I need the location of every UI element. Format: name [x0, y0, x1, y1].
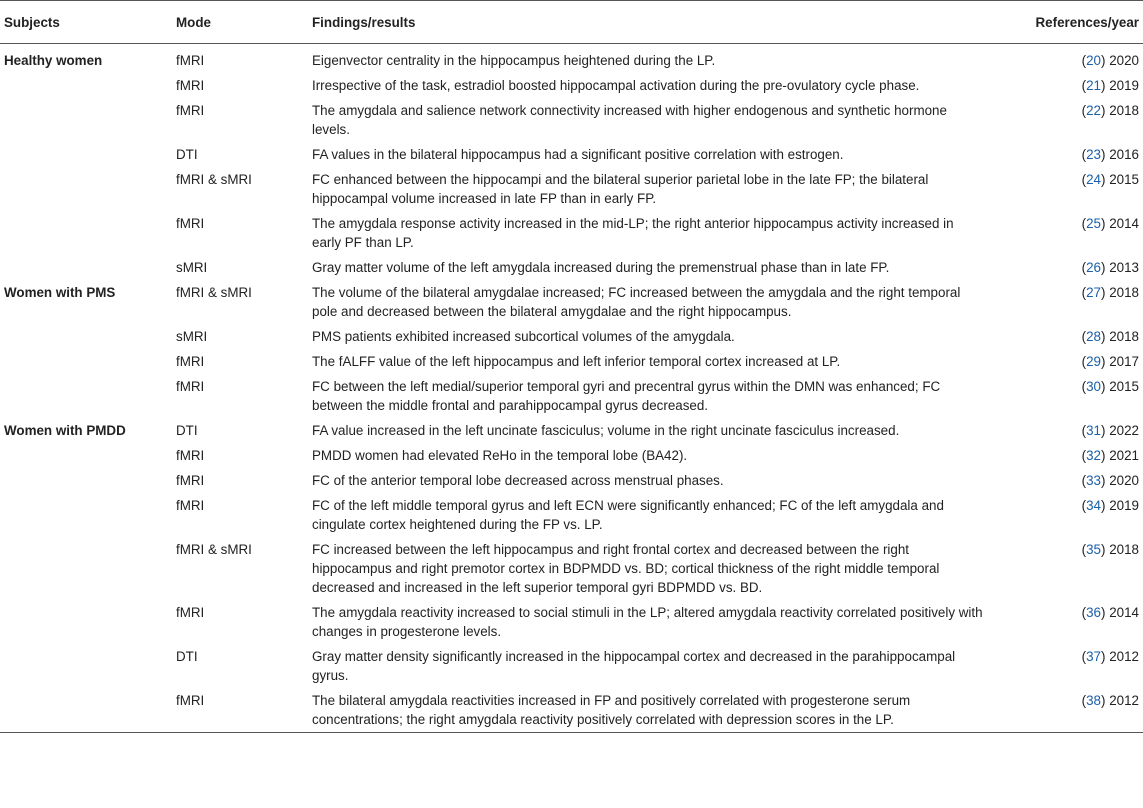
reference-link[interactable]: 35 — [1086, 542, 1102, 557]
reference-link[interactable]: 33 — [1086, 473, 1102, 488]
cell-reference: (20) 2020 — [1081, 53, 1139, 68]
cell-reference: (31) 2022 — [1081, 423, 1139, 438]
cell-mode: DTI — [176, 147, 198, 162]
cell-findings: The amygdala and salience network connectivity increased with higher endogenous and synthetic hormone levels. — [312, 103, 947, 137]
cell-mode: fMRI — [176, 78, 205, 93]
cell-subject: Women with PMDD — [4, 423, 126, 438]
reference-year: 2018 — [1109, 329, 1139, 344]
cell-findings: The fALFF value of the left hippocampus and left inferior temporal cortex increased at LP. — [312, 354, 841, 369]
cell-findings: PMS patients exhibited increased subcortical volumes of the amygdala. — [312, 329, 735, 344]
header-references: References/year — [988, 1, 1143, 44]
cell-findings: FC enhanced between the hippocampi and the bilateral superior parietal lobe in the late FP; the bilateral hippocampal volume increased in late FP than in early FP. — [312, 172, 929, 206]
table-row — [0, 142, 1143, 167]
reference-link[interactable]: 38 — [1086, 693, 1102, 708]
table-row — [0, 537, 1143, 600]
reference-year: 2018 — [1109, 103, 1139, 118]
cell-reference: (21) 2019 — [1081, 78, 1139, 93]
header-subjects: Subjects — [0, 1, 172, 44]
cell-reference: (28) 2018 — [1081, 329, 1139, 344]
cell-findings: PMDD women had elevated ReHo in the temporal lobe (BA42). — [312, 448, 688, 463]
cell-subject — [0, 493, 172, 537]
cell-subject — [0, 324, 172, 349]
cell-subject — [0, 255, 172, 280]
cell-subject: Women with PMS — [4, 285, 116, 300]
header-findings: Findings/results — [308, 1, 988, 44]
reference-year: 2019 — [1109, 78, 1139, 93]
cell-findings: FA values in the bilateral hippocampus had a significant positive correlation with estrogen. — [312, 147, 844, 162]
cell-findings: Eigenvector centrality in the hippocampus heightened during the LP. — [312, 53, 716, 68]
reference-link[interactable]: 32 — [1086, 448, 1102, 463]
reference-link[interactable]: 28 — [1086, 329, 1102, 344]
cell-reference: (38) 2012 — [988, 688, 1143, 733]
cell-findings: The bilateral amygdala reactivities increased in FP and positively correlated with progesterone serum concentrations; the right amygdala reactivity positively correlated with depression scores in the LP. — [308, 688, 988, 733]
reference-year: 2015 — [1109, 379, 1139, 394]
reference-year: 2017 — [1109, 354, 1139, 369]
reference-year: 2018 — [1109, 285, 1139, 300]
table-row — [0, 44, 1143, 74]
cell-reference: (29) 2017 — [1081, 354, 1139, 369]
reference-year: 2013 — [1109, 260, 1139, 275]
reference-link[interactable]: 22 — [1086, 103, 1102, 118]
cell-mode: fMRI & sMRI — [176, 285, 252, 300]
reference-year: 2020 — [1109, 53, 1139, 68]
table-row — [0, 493, 1143, 537]
cell-subject — [0, 142, 172, 167]
cell-mode: fMRI — [172, 688, 308, 733]
cell-mode: fMRI — [176, 216, 205, 231]
reference-year: 2019 — [1109, 498, 1139, 513]
cell-reference: (37) 2012 — [1081, 649, 1139, 664]
reference-link[interactable]: 20 — [1086, 53, 1102, 68]
cell-subject — [0, 468, 172, 493]
reference-year: 2015 — [1109, 172, 1139, 187]
cell-subject: Healthy women — [4, 53, 103, 68]
cell-subject — [0, 167, 172, 211]
cell-reference: (23) 2016 — [1081, 147, 1139, 162]
cell-subject — [0, 600, 172, 644]
table-row — [0, 167, 1143, 211]
cell-reference: (34) 2019 — [1081, 498, 1139, 513]
reference-link[interactable]: 26 — [1086, 260, 1102, 275]
table-row — [0, 280, 1143, 324]
cell-mode: fMRI — [176, 379, 205, 394]
reference-link[interactable]: 24 — [1086, 172, 1102, 187]
cell-findings: FC increased between the left hippocampus and right frontal cortex and decreased between the right hippocampus and right premotor cortex in BDPMDD vs. BD; cortical thickness of the right middle temporal decreased and increased in the left superior temporal gyri BDPMDD vs. BD. — [312, 542, 940, 595]
table-row — [0, 324, 1143, 349]
cell-subject — [0, 443, 172, 468]
table-header-row — [0, 1, 1143, 44]
table-row — [0, 443, 1143, 468]
cell-subject — [0, 537, 172, 600]
cell-mode: sMRI — [176, 260, 208, 275]
cell-findings: Gray matter volume of the left amygdala increased during the premenstrual phase than in late FP. — [312, 260, 890, 275]
table-row — [0, 374, 1143, 418]
cell-subject — [0, 73, 172, 98]
cell-mode: DTI — [176, 423, 198, 438]
reference-year: 2021 — [1109, 448, 1139, 463]
reference-year: 2022 — [1109, 423, 1139, 438]
cell-findings: The amygdala response activity increased in the mid-LP; the right anterior hippocampus activity increased in early PF than LP. — [312, 216, 954, 250]
cell-mode: fMRI — [176, 354, 205, 369]
cell-reference: (32) 2021 — [1081, 448, 1139, 463]
reference-link[interactable]: 37 — [1086, 649, 1102, 664]
cell-subject — [0, 98, 172, 142]
reference-link[interactable]: 27 — [1086, 285, 1102, 300]
table-row — [0, 468, 1143, 493]
cell-findings: The amygdala reactivity increased to social stimuli in the LP; altered amygdala reactivity correlated positively with changes in progesterone levels. — [312, 605, 983, 639]
cell-subject — [0, 211, 172, 255]
cell-mode: fMRI — [176, 103, 205, 118]
reference-link[interactable]: 30 — [1086, 379, 1102, 394]
cell-reference: (36) 2014 — [1081, 605, 1139, 620]
table-row — [0, 73, 1143, 98]
reference-year: 2012 — [1109, 649, 1139, 664]
cell-reference: (25) 2014 — [1081, 216, 1139, 231]
reference-link[interactable]: 25 — [1086, 216, 1102, 231]
table-body — [0, 44, 1143, 733]
table-row — [0, 688, 1143, 733]
cell-findings: FC of the anterior temporal lobe decreased across menstrual phases. — [312, 473, 724, 488]
reference-year: 2018 — [1109, 542, 1139, 557]
cell-findings: The volume of the bilateral amygdalae increased; FC increased between the amygdala and the right temporal pole and decreased between the bilateral amygdalae and the right hippocampus. — [312, 285, 961, 319]
reference-year: 2020 — [1109, 473, 1139, 488]
cell-subject — [0, 688, 172, 733]
reference-link[interactable]: 23 — [1086, 147, 1102, 162]
cell-mode: fMRI — [176, 473, 205, 488]
reference-year: 2012 — [1109, 693, 1139, 708]
cell-reference: (26) 2013 — [1081, 260, 1139, 275]
reference-link[interactable]: 29 — [1086, 354, 1102, 369]
cell-findings: FA value increased in the left uncinate fasciculus; volume in the right uncinate fasciculus increased. — [312, 423, 900, 438]
header-mode: Mode — [172, 1, 308, 44]
cell-subject — [0, 644, 172, 688]
cell-reference: (24) 2015 — [1081, 172, 1139, 187]
cell-mode: fMRI & sMRI — [176, 542, 252, 557]
cell-mode: sMRI — [176, 329, 208, 344]
reference-link[interactable]: 31 — [1086, 423, 1102, 438]
reference-year: 2014 — [1109, 605, 1139, 620]
reference-link[interactable]: 34 — [1086, 498, 1102, 513]
reference-link[interactable]: 21 — [1086, 78, 1102, 93]
cell-mode: fMRI — [176, 448, 205, 463]
table-row — [0, 98, 1143, 142]
table-row — [0, 211, 1143, 255]
cell-reference: (35) 2018 — [1081, 542, 1139, 557]
cell-subject — [0, 374, 172, 418]
cell-mode: DTI — [176, 649, 198, 664]
table-row — [0, 255, 1143, 280]
reference-link[interactable]: 36 — [1086, 605, 1102, 620]
reference-year: 2014 — [1109, 216, 1139, 231]
cell-mode: fMRI — [176, 498, 205, 513]
cell-reference: (27) 2018 — [1081, 285, 1139, 300]
cell-mode: fMRI & sMRI — [176, 172, 252, 187]
cell-findings: Gray matter density significantly increased in the hippocampal cortex and decreased in the parahippocampal gyrus. — [312, 649, 956, 683]
table-row — [0, 418, 1143, 443]
cell-reference: (30) 2015 — [1081, 379, 1139, 394]
cell-findings: FC between the left medial/superior temporal gyri and precentral gyrus within the DMN was enhanced; FC between the middle frontal and parahippocampal gyrus decreased. — [312, 379, 941, 413]
cell-reference: (33) 2020 — [1081, 473, 1139, 488]
cell-subject — [0, 349, 172, 374]
cell-reference: (22) 2018 — [1081, 103, 1139, 118]
cell-findings: FC of the left middle temporal gyrus and left ECN were significantly enhanced; FC of the left amygdala and cingulate cortex heightened during the FP vs. LP. — [312, 498, 944, 532]
cell-mode: fMRI — [176, 53, 205, 68]
table-row — [0, 600, 1143, 644]
cell-findings: Irrespective of the task, estradiol boosted hippocampal activation during the pre-ovulatory cycle phase. — [312, 78, 920, 93]
table-row — [0, 644, 1143, 688]
reference-year: 2016 — [1109, 147, 1139, 162]
cell-mode: fMRI — [176, 605, 205, 620]
table-row — [0, 349, 1143, 374]
